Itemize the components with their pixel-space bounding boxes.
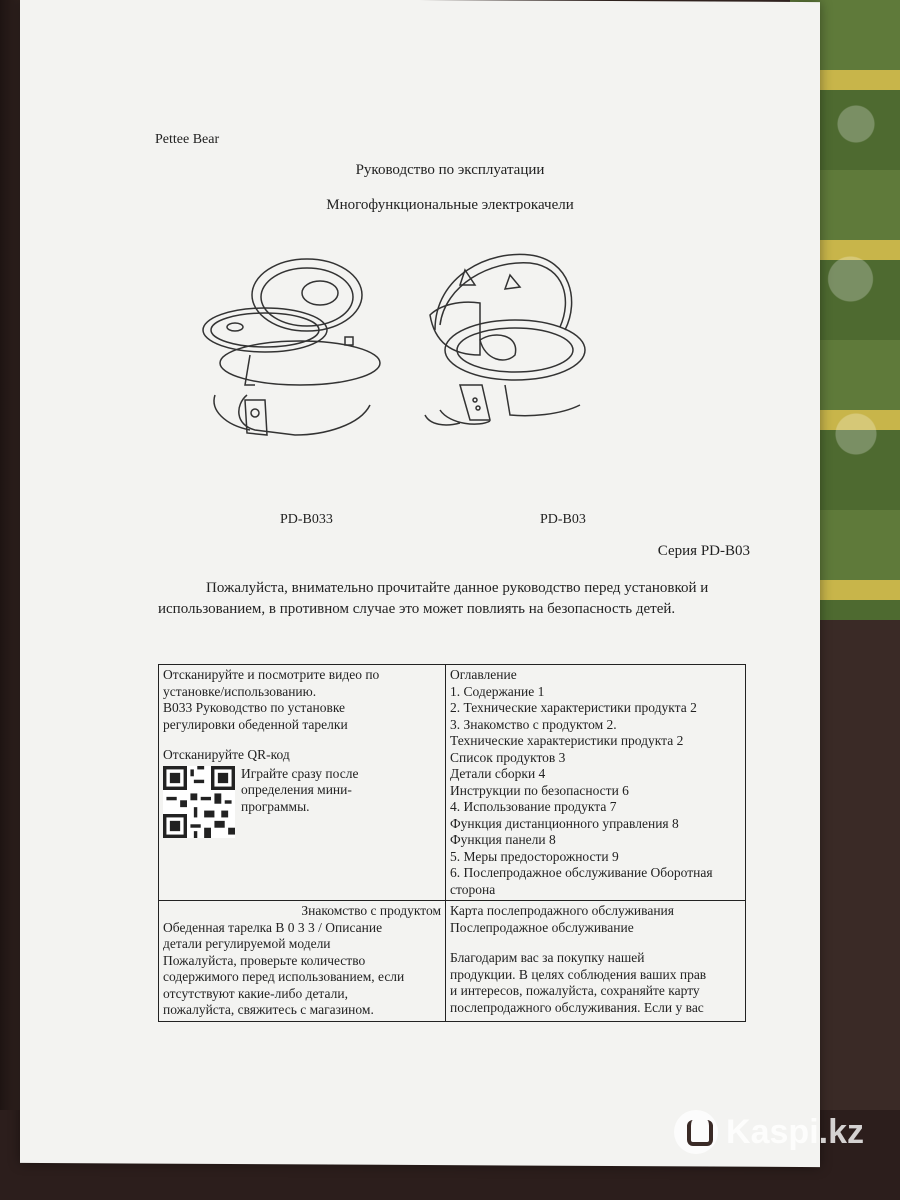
manual-subtitle: Многофункциональные электрокачели bbox=[326, 197, 574, 213]
after-sales-line: продукции. В целях соблюдения ваших прав bbox=[450, 966, 707, 982]
contents-item: Технические характеристики продукта 2 bbox=[450, 733, 684, 748]
contents-cell bbox=[446, 665, 746, 901]
kaspi-watermark bbox=[674, 1110, 864, 1154]
model-label-left: PD-B033 bbox=[280, 512, 333, 527]
swing-pd-b033-illustration bbox=[195, 245, 385, 445]
qr-caption-line: Играйте сразу после bbox=[241, 765, 359, 781]
manual-title: Руководство по эксплуатации bbox=[355, 162, 545, 178]
contents-item: Список продуктов 3 bbox=[450, 749, 566, 765]
qr-caption-line: определения мини- bbox=[241, 782, 352, 797]
contents-item: 3. Знакомство с продуктом 2. bbox=[450, 716, 617, 732]
product-intro-cell bbox=[159, 901, 446, 1022]
contents-item: 6. Послепродажное обслуживание Оборотная bbox=[450, 865, 713, 880]
kaspi-logo-icon bbox=[674, 1110, 718, 1154]
intro-line-1: Пожалуйста, внимательно прочитайте данное руководство перед установкой и bbox=[206, 580, 709, 596]
contents-heading: Оглавление bbox=[450, 667, 517, 682]
kaspi-watermark-text: Kaspi.kz bbox=[726, 1112, 864, 1151]
product-intro-line: Обеденная тарелка B 0 3 3 / Описание bbox=[163, 919, 383, 935]
product-intro-heading: Знакомство с продуктом bbox=[301, 903, 441, 918]
product-intro-line: Пожалуйста, проверьте количество bbox=[163, 952, 366, 968]
contents-item: 1. Содержание 1 bbox=[450, 683, 545, 699]
series-label: Серия PD-B03 bbox=[657, 543, 750, 559]
swing-pd-b03-illustration bbox=[420, 245, 590, 435]
product-intro-line: пожалуйста, свяжитесь с магазином. bbox=[163, 1002, 374, 1017]
qr-cell-line: Отсканируйте и посмотрите видео по bbox=[163, 667, 380, 682]
contents-item: 2. Технические характеристики продукта 2 bbox=[450, 700, 697, 715]
product-intro-line: детали регулируемой модели bbox=[163, 936, 331, 951]
qr-cell-line: B033 Руководство по установке bbox=[163, 700, 346, 715]
after-sales-line: послепродажного обслуживания. Если у вас bbox=[450, 999, 704, 1015]
contents-item: Детали сборки 4 bbox=[450, 766, 546, 781]
intro-paragraph bbox=[158, 578, 743, 620]
info-table bbox=[158, 664, 746, 1022]
contents-item: 4. Использование продукта 7 bbox=[450, 799, 617, 814]
after-sales-line: Благодарим вас за покупку нашей bbox=[450, 950, 645, 965]
qr-heading: Отсканируйте QR-код bbox=[163, 747, 290, 762]
brand-name: Pettee Bear bbox=[155, 132, 220, 147]
product-intro-line: отсутствуют какие-либо детали, bbox=[163, 985, 348, 1001]
qr-code-icon[interactable] bbox=[163, 766, 235, 838]
product-intro-line: содержимого перед использованием, если bbox=[163, 969, 405, 984]
after-sales-cell bbox=[446, 901, 746, 1022]
contents-item: Функция дистанционного управления 8 bbox=[450, 815, 679, 831]
intro-line-2: использованием, в противном случае это может повлиять на безопасность детей. bbox=[158, 601, 676, 617]
qr-caption-line: программы. bbox=[241, 798, 310, 814]
contents-item: Инструкции по безопасности 6 bbox=[450, 782, 629, 798]
after-sales-heading: Карта послепродажного обслуживания bbox=[450, 903, 674, 918]
contents-item: 5. Меры предосторожности 9 bbox=[450, 848, 619, 864]
video-qr-cell bbox=[159, 665, 446, 901]
after-sales-subheading: Послепродажное обслуживание bbox=[450, 919, 634, 935]
qr-cell-line: регулировки обеденной тарелки bbox=[163, 716, 348, 732]
contents-item: сторона bbox=[450, 881, 496, 897]
qr-cell-line: установке/использованию. bbox=[163, 683, 317, 699]
contents-item: Функция панели 8 bbox=[450, 832, 556, 847]
model-label-right: PD-B03 bbox=[540, 512, 586, 527]
after-sales-line: и интересов, пожалуйста, сохраняйте карту bbox=[450, 983, 700, 998]
